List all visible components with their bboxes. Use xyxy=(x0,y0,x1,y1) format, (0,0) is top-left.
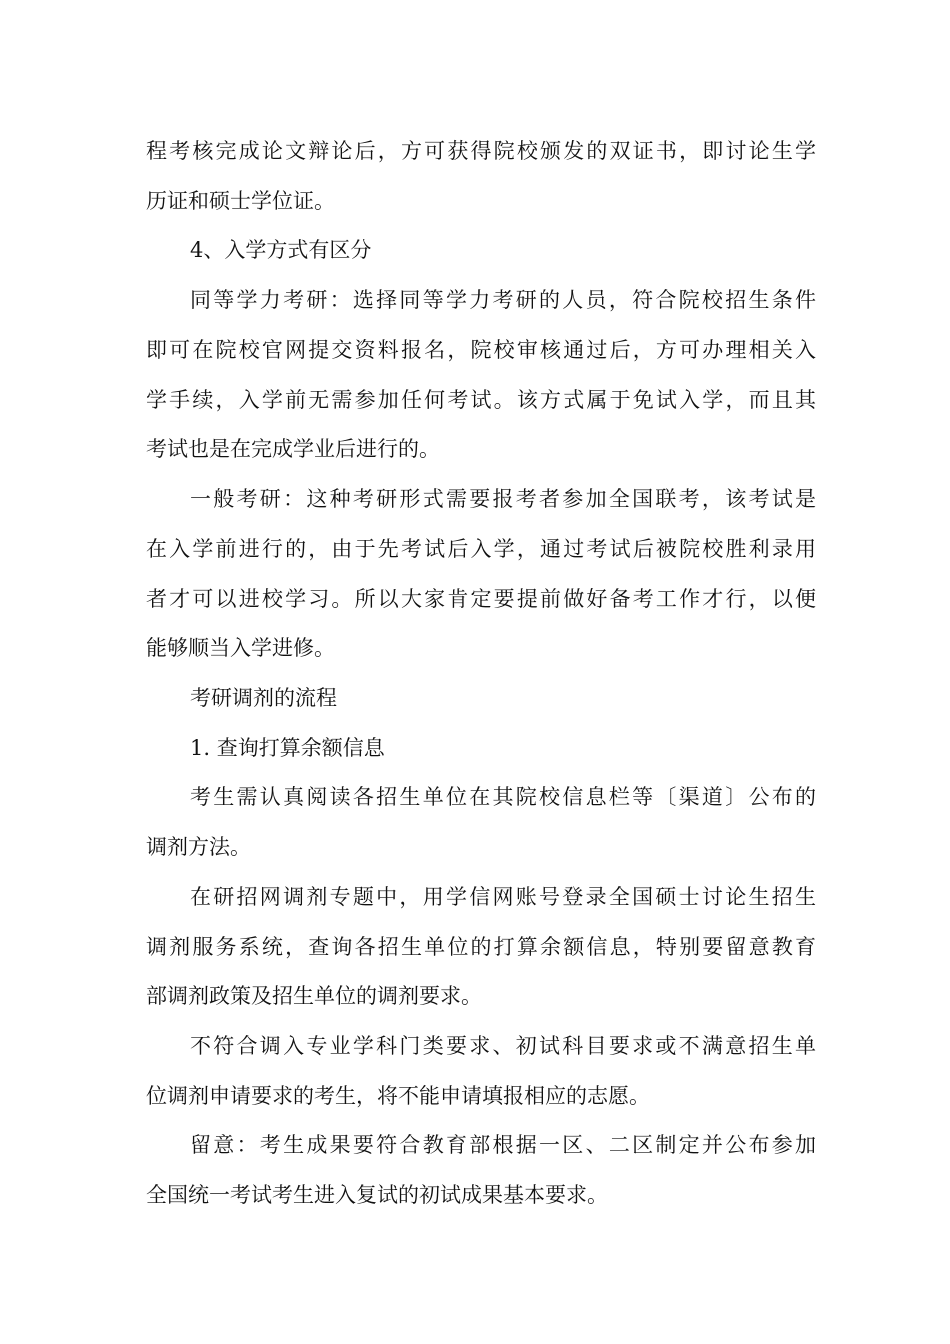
text-line: 考生需认真阅读各招生单位在其院校信息栏等〔渠道〕公布的 xyxy=(190,785,816,809)
text-line: 即可在院校官网提交资料报名，院校审核通过后，方可办理相关入 xyxy=(146,338,816,362)
text-line: 部调剂政策及招生单位的调剂要求。 xyxy=(146,984,482,1008)
text-line: 能够顺当入学进修。 xyxy=(146,636,335,660)
text-line: 同等学力考研：选择同等学力考研的人员，符合院校招生条件 xyxy=(190,288,816,312)
text-line: 学手续，入学前无需参加任何考试。该方式属于免试入学，而且其 xyxy=(146,388,816,412)
section-heading: 1. 查询打算余额信息 xyxy=(190,736,385,760)
text-line: 全国统一考试考生进入复试的初试成果基本要求。 xyxy=(146,1183,608,1207)
text-line: 在入学前进行的，由于先考试后入学，通过考试后被院校胜利录用 xyxy=(146,537,816,561)
text-line: 留意：考生成果要符合教育部根据一区、二区制定并公布参加 xyxy=(190,1133,816,1157)
text-line: 一般考研：这种考研形式需要报考者参加全国联考，该考试是 xyxy=(190,487,816,511)
text-line: 考试也是在完成学业后进行的。 xyxy=(146,437,440,461)
section-heading: 考研调剂的流程 xyxy=(190,686,337,710)
text-line: 程考核完成论文辩论后，方可获得院校颁发的双证书，即讨论生学 xyxy=(146,139,816,163)
section-heading: 4、入学方式有区分 xyxy=(190,238,372,262)
text-line: 位调剂申请要求的考生，将不能申请填报相应的志愿。 xyxy=(146,1084,650,1108)
text-line: 者才可以进校学习。所以大家肯定要提前做好备考工作才行，以便 xyxy=(146,587,816,611)
text-line: 调剂方法。 xyxy=(146,835,251,859)
text-line: 在研招网调剂专题中，用学信网账号登录全国硕士讨论生招生 xyxy=(190,885,816,909)
text-line: 历证和硕士学位证。 xyxy=(146,189,335,213)
text-line: 调剂服务系统，查询各招生单位的打算余额信息，特别要留意教育 xyxy=(146,935,816,959)
text-line: 不符合调入专业学科门类要求、初试科目要求或不满意招生单 xyxy=(190,1034,816,1058)
